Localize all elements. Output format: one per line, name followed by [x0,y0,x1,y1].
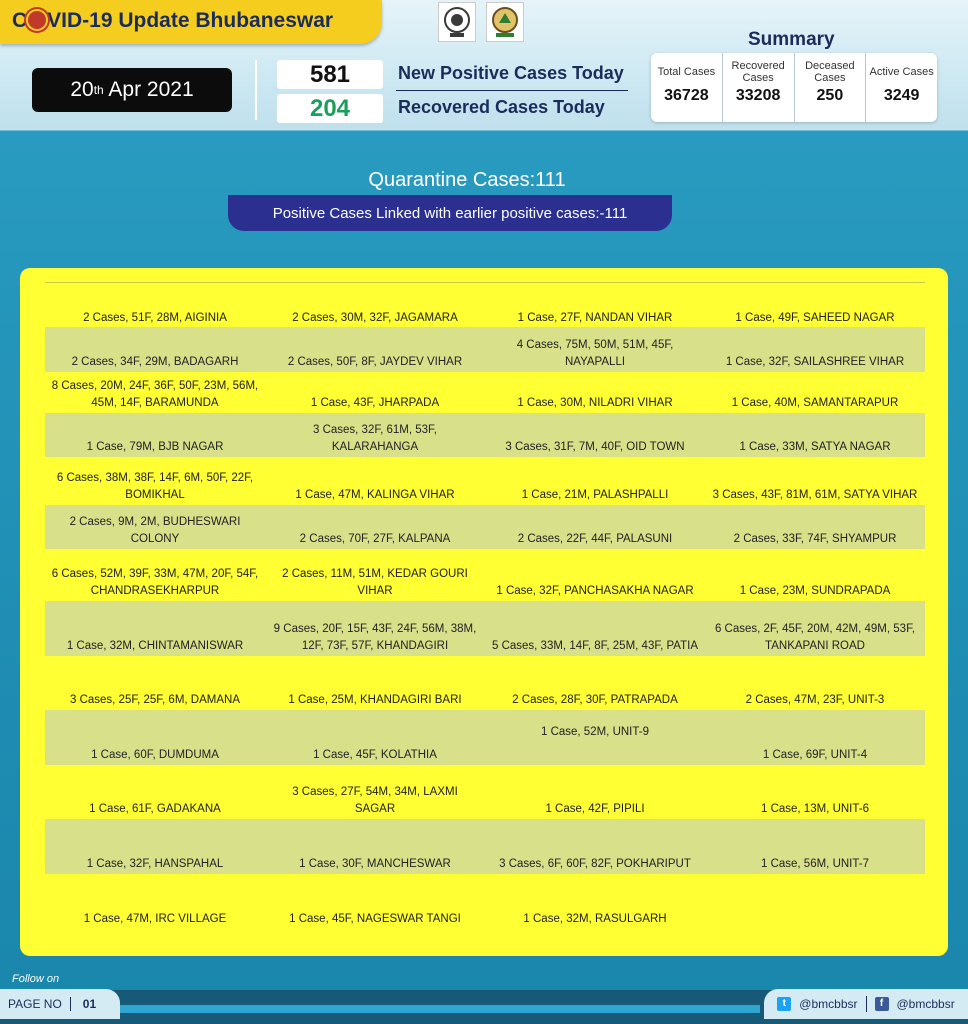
table-row [45,505,925,549]
footer-strip [120,1005,760,1013]
table-cell: 6 Cases, 52M, 39F, 33M, 47M, 20F, 54F, CHANDRASEKHARPUR [51,568,259,597]
table-cell: 1 Case, 30F, MANCHESWAR [299,858,451,870]
summary-recovered [723,53,795,122]
table-cell: 1 Case, 52M, UNIT-9 [540,726,649,738]
table-row [45,372,925,413]
title-letter-c: C [12,9,28,32]
table-cell: 3 Cases, 31F, 7M, 40F, OID TOWN [505,441,685,453]
table-cell: 1 Case, 45F, KOLATHIA [313,749,437,761]
page-number: 01 [82,997,97,1011]
summary-value: 36728 [664,87,709,104]
follow-on-label: Follow on [12,973,60,985]
label-divider [396,90,628,91]
summary-active [866,53,937,122]
title-text: VID-19 Update Bhubaneswar [47,9,334,32]
new-positive-label: New Positive Cases Today [398,63,624,83]
table-cell: 8 Cases, 20M, 24F, 36F, 50F, 23M, 56M, 45M, 14F, BARAMUNDA [51,380,259,409]
table-row [45,327,925,372]
table-cell: 1 Case, 32F, HANSPAHAL [86,858,224,870]
table-cell: 3 Cases, 43F, 81M, 61M, SATYA VIHAR [712,489,918,501]
table-cell: 1 Case, 40M, SAMANTARAPUR [731,397,899,409]
table-cell: 1 Case, 32M, RASULGARH [523,913,667,925]
table-row [45,710,925,765]
summary-value: 33208 [735,87,781,104]
table-cell: 3 Cases, 6F, 60F, 82F, POKHARIPUT [499,858,691,870]
linked-cases-pill: Positive Cases Linked with earlier positive cases:-111 [228,195,672,231]
table-cell: 2 Cases, 50F, 8F, JAYDEV VIHAR [287,356,463,368]
page-title [12,9,333,33]
table-cell: 2 Cases, 33F, 74F, SHYAMPUR [733,533,897,545]
social-links [764,989,968,1019]
table-cell: 2 Cases, 30M, 32F, JAGAMARA [292,312,458,324]
table-row [45,656,925,710]
table-cell: 2 Cases, 11M, 51M, KEDAR GOURI VIHAR [282,568,468,597]
table-cell: 1 Case, 32M, CHINTAMANISWAR [66,640,244,652]
date-suffix: th [93,83,104,97]
summary-value: 3249 [883,87,920,104]
cases-table [20,268,948,956]
summary-total [651,53,723,122]
table-cell: 1 Case, 61F, GADAKANA [89,803,221,815]
table-cell: 2 Cases, 70F, 27F, KALPANA [299,533,451,545]
facebook-handle[interactable]: @bmcbbsr [896,997,955,1011]
table-cell: 1 Case, 47M, KALINGA VIHAR [295,489,455,501]
table-cell: 1 Case, 21M, PALASHPALLI [521,489,669,501]
summary-label: Total Cases [657,66,716,78]
table-cell: 1 Case, 42F, PIPILI [545,803,645,815]
table-cell: 2 Cases, 51F, 28M, AIGINIA [83,312,227,324]
table-cell: 1 Case, 79M, BJB NAGAR [86,441,224,453]
summary-box [651,53,937,122]
summary-title: Summary [748,29,835,50]
table-cell: 1 Case, 27F, NANDAN VIHAR [517,312,673,324]
table-cell: 1 Case, 60F, DUMDUMA [91,749,219,761]
table-cell: 1 Case, 13M, UNIT-6 [760,803,869,815]
quarantine-title: Quarantine Cases:111 [368,169,566,191]
summary-label: Recovered Cases [731,60,785,84]
table-cell: 6 Cases, 2F, 45F, 20M, 42M, 49M, 53F, TANKAPANI ROAD [714,623,916,652]
table-cell: 2 Cases, 28F, 30F, PATRAPADA [512,694,678,706]
table-divider [45,282,925,283]
table-row [45,601,925,656]
table-cell: 2 Cases, 47M, 23F, UNIT-3 [745,694,885,706]
table-cell: 1 Case, 32F, PANCHASAKHA NAGAR [496,585,694,597]
page-label: PAGE NO [8,997,71,1011]
table-cell: 1 Case, 45F, NAGESWAR TANGI [289,913,461,925]
recovered-label: Recovered Cases Today [398,97,605,117]
table-cell: 3 Cases, 25F, 25F, 6M, DAMANA [69,694,240,706]
summary-value: 250 [816,87,844,104]
table-row [45,413,925,457]
table-row [45,298,925,328]
odisha-emblem-icon [438,2,476,42]
date-rest: Apr 2021 [103,78,194,101]
summary-deceased [795,53,867,122]
table-cell: 1 Case, 47M, IRC VILLAGE [83,913,227,925]
table-cell: 1 Case, 43F, JHARPADA [310,397,440,409]
table-cell: 1 Case, 32F, SAILASHREE VIHAR [725,356,905,368]
table-cell: 3 Cases, 27F, 54M, 34M, LAXMI SAGAR [292,786,458,815]
date-day: 20 [70,78,94,101]
table-cell: 9 Cases, 20F, 15F, 43F, 24F, 56M, 38M, 12F, 73F, 57F, KHANDAGIRI [273,623,477,652]
page-number-box [0,989,120,1019]
table-cell: 2 Cases, 22F, 44F, PALASUNI [517,533,673,545]
table-cell: 2 Cases, 9M, 2M, BUDHESWARI COLONY [69,516,241,545]
table-cell: 4 Cases, 75M, 50M, 51M, 45F, NAYAPALLI [516,339,674,368]
table-cell: 1 Case, 49F, SAHEED NAGAR [735,312,895,324]
twitter-icon[interactable]: t [777,997,791,1011]
recovered-count: 204 [277,94,383,123]
table-cell: 6 Cases, 38M, 38F, 14F, 6M, 50F, 22F, BOMIKHAL [56,472,254,501]
new-positive-count: 581 [277,60,383,89]
table-row [45,819,925,874]
table-cell: 1 Case, 69F, UNIT-4 [762,749,868,761]
summary-label: Deceased Cases [805,60,855,84]
table-row [45,874,925,929]
table-cell: 1 Case, 30M, NILADRI VIHAR [517,397,673,409]
table-cell: 3 Cases, 32F, 61M, 53F, KALARAHANGA [312,424,437,453]
table-cell: 5 Cases, 33M, 14F, 8F, 25M, 43F, PATIA [491,640,699,652]
table-row [45,549,925,601]
table-cell: 1 Case, 25M, KHANDAGIRI BARI [288,694,462,706]
table-row [45,765,925,819]
summary-label: Active Cases [869,66,934,78]
facebook-icon[interactable]: f [875,997,889,1011]
report-date [32,68,232,112]
title-tab [0,0,382,44]
table-cell: 1 Case, 56M, UNIT-7 [760,858,869,870]
bmc-logo-icon [486,2,524,42]
table-row [45,457,925,505]
table-cell [705,874,925,929]
table-cell: 1 Case, 33M, SATYA NAGAR [739,441,891,453]
header-divider [255,60,257,120]
virus-icon [28,11,46,29]
table-cell: 2 Cases, 34F, 29M, BADAGARH [71,356,239,368]
table-cell: 1 Case, 23M, SUNDRAPADA [739,585,891,597]
social-divider [866,996,867,1012]
twitter-handle[interactable]: @bmcbbsr [799,997,858,1011]
